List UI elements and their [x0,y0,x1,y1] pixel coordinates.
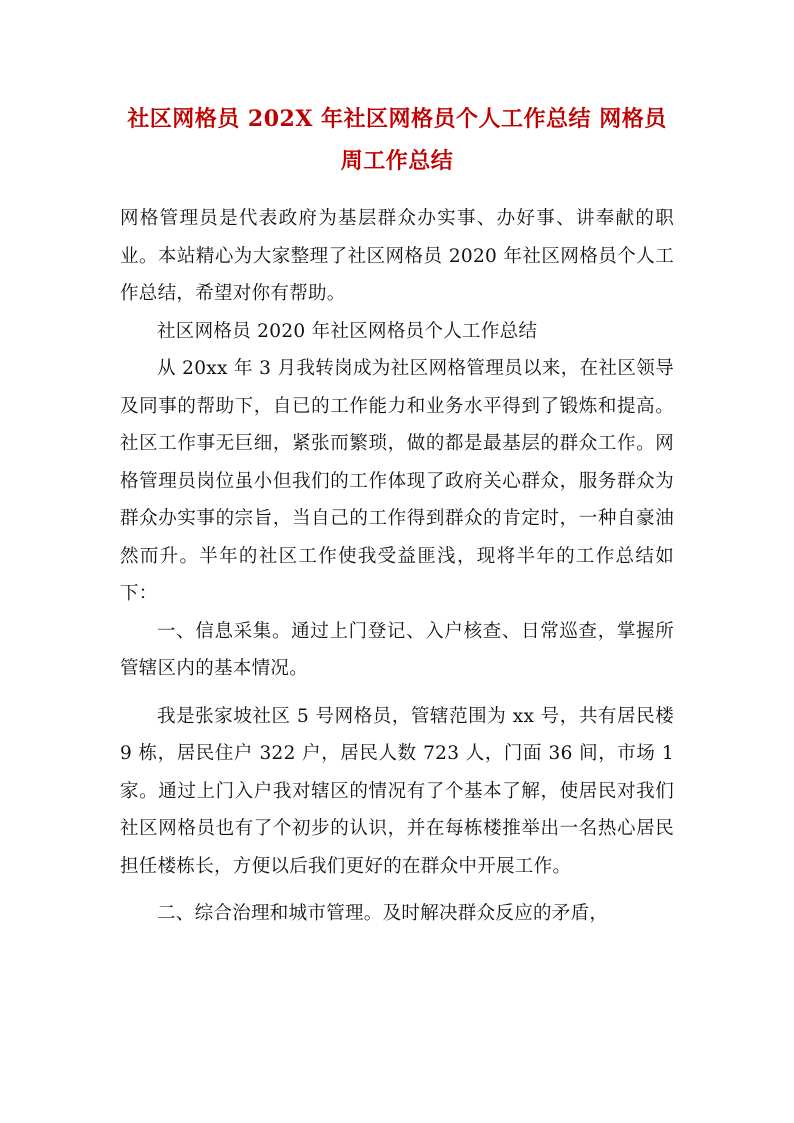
body-paragraph-2: 一、信息采集。通过上门登记、入户核查、日常巡查，掌握所管辖区内的基本情况。 [120,620,674,679]
body-paragraph-3: 我是张家坡社区 5 号网格员，管辖范围为 xx 号，共有居民楼 9 栋，居民住户 322 户，居民人数 723 人，门面 36 间，市场 1 家。通过上门入户我对辖区的情况有了个基本了解，使居民对我们社区网格员也有了个初步的认识，并在每栋楼推举出一名热心居民担任楼栋长，方便以后我们更好的在群众中开展工作。 [120,705,674,877]
intro-paragraph: 网格管理员是代表政府为基层群众办实事、办好事、讲奉献的职业。本站精心为大家整理了社区网格员 2020 年社区网格员个人工作总结，希望对你有帮助。 [120,208,674,304]
body-paragraph-1: 从 20xx 年 3 月我转岗成为社区网格管理员以来，在社区领导及同事的帮助下，自已的工作能力和业务水平得到了锻炼和提高。社区工作事无巨细，紧张而繁琐，做的都是最基层的群众工作。网格管理员岗位虽小但我们的工作体现了政府关心群众，服务群众为群众办实事的宗旨，当自己的工作得到群众的肯定时，一种自豪油然而升。半年的社区工作使我受益匪浅，现将半年的工作总结如下： [120,358,674,604]
body-paragraph-4: 二、综合治理和城市管理。及时解决群众反应的矛盾， [157,903,609,924]
section-subtitle: 社区网格员 2020 年社区网格员个人工作总结 [157,320,538,342]
document-title: 社区网格员 202X 年社区网格员个人工作总结 网格员周工作总结 [127,106,667,174]
